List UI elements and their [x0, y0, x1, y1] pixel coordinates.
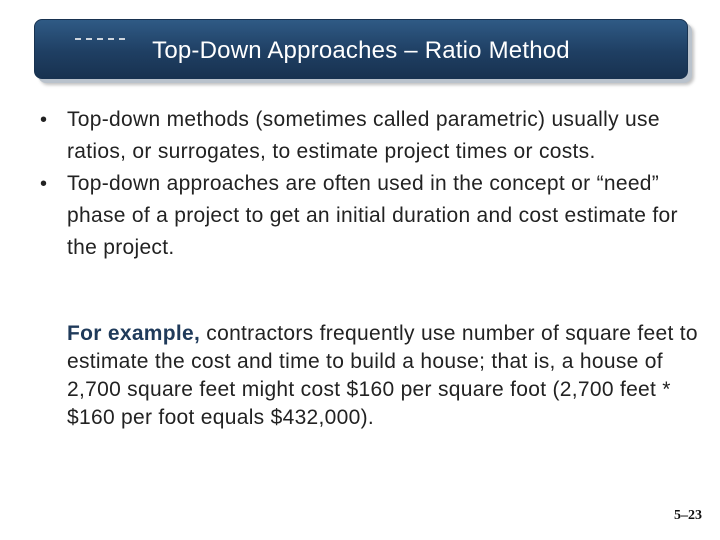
bullet-item — [30, 104, 700, 168]
bullet-icon: • — [40, 109, 48, 131]
slide-title: Top-Down Approaches – Ratio Method — [152, 37, 570, 64]
slide-number: 5–23 — [674, 508, 702, 523]
example-paragraph — [67, 320, 707, 432]
bullet-text: Top-down methods (sometimes called parametric) usually use ratios, or surrogates, to estimate project times or costs. — [67, 108, 660, 163]
bullet-list — [30, 104, 700, 264]
bullet-item — [30, 168, 700, 264]
example-body: contractors frequently use number of square feet to estimate the cost and time to build a house; that is, a house of 2,700 square feet might cost $160 per square foot (2,700 feet * $160 per foot equals $432,000). — [67, 322, 698, 429]
bullet-text: Top-down approaches are often used in the concept or “need” phase of a project to get an initial duration and cost estimate for the project. — [67, 172, 678, 259]
slide-title-bar — [34, 19, 688, 79]
example-lead: For example, — [67, 322, 201, 345]
bullet-icon: • — [40, 173, 48, 195]
